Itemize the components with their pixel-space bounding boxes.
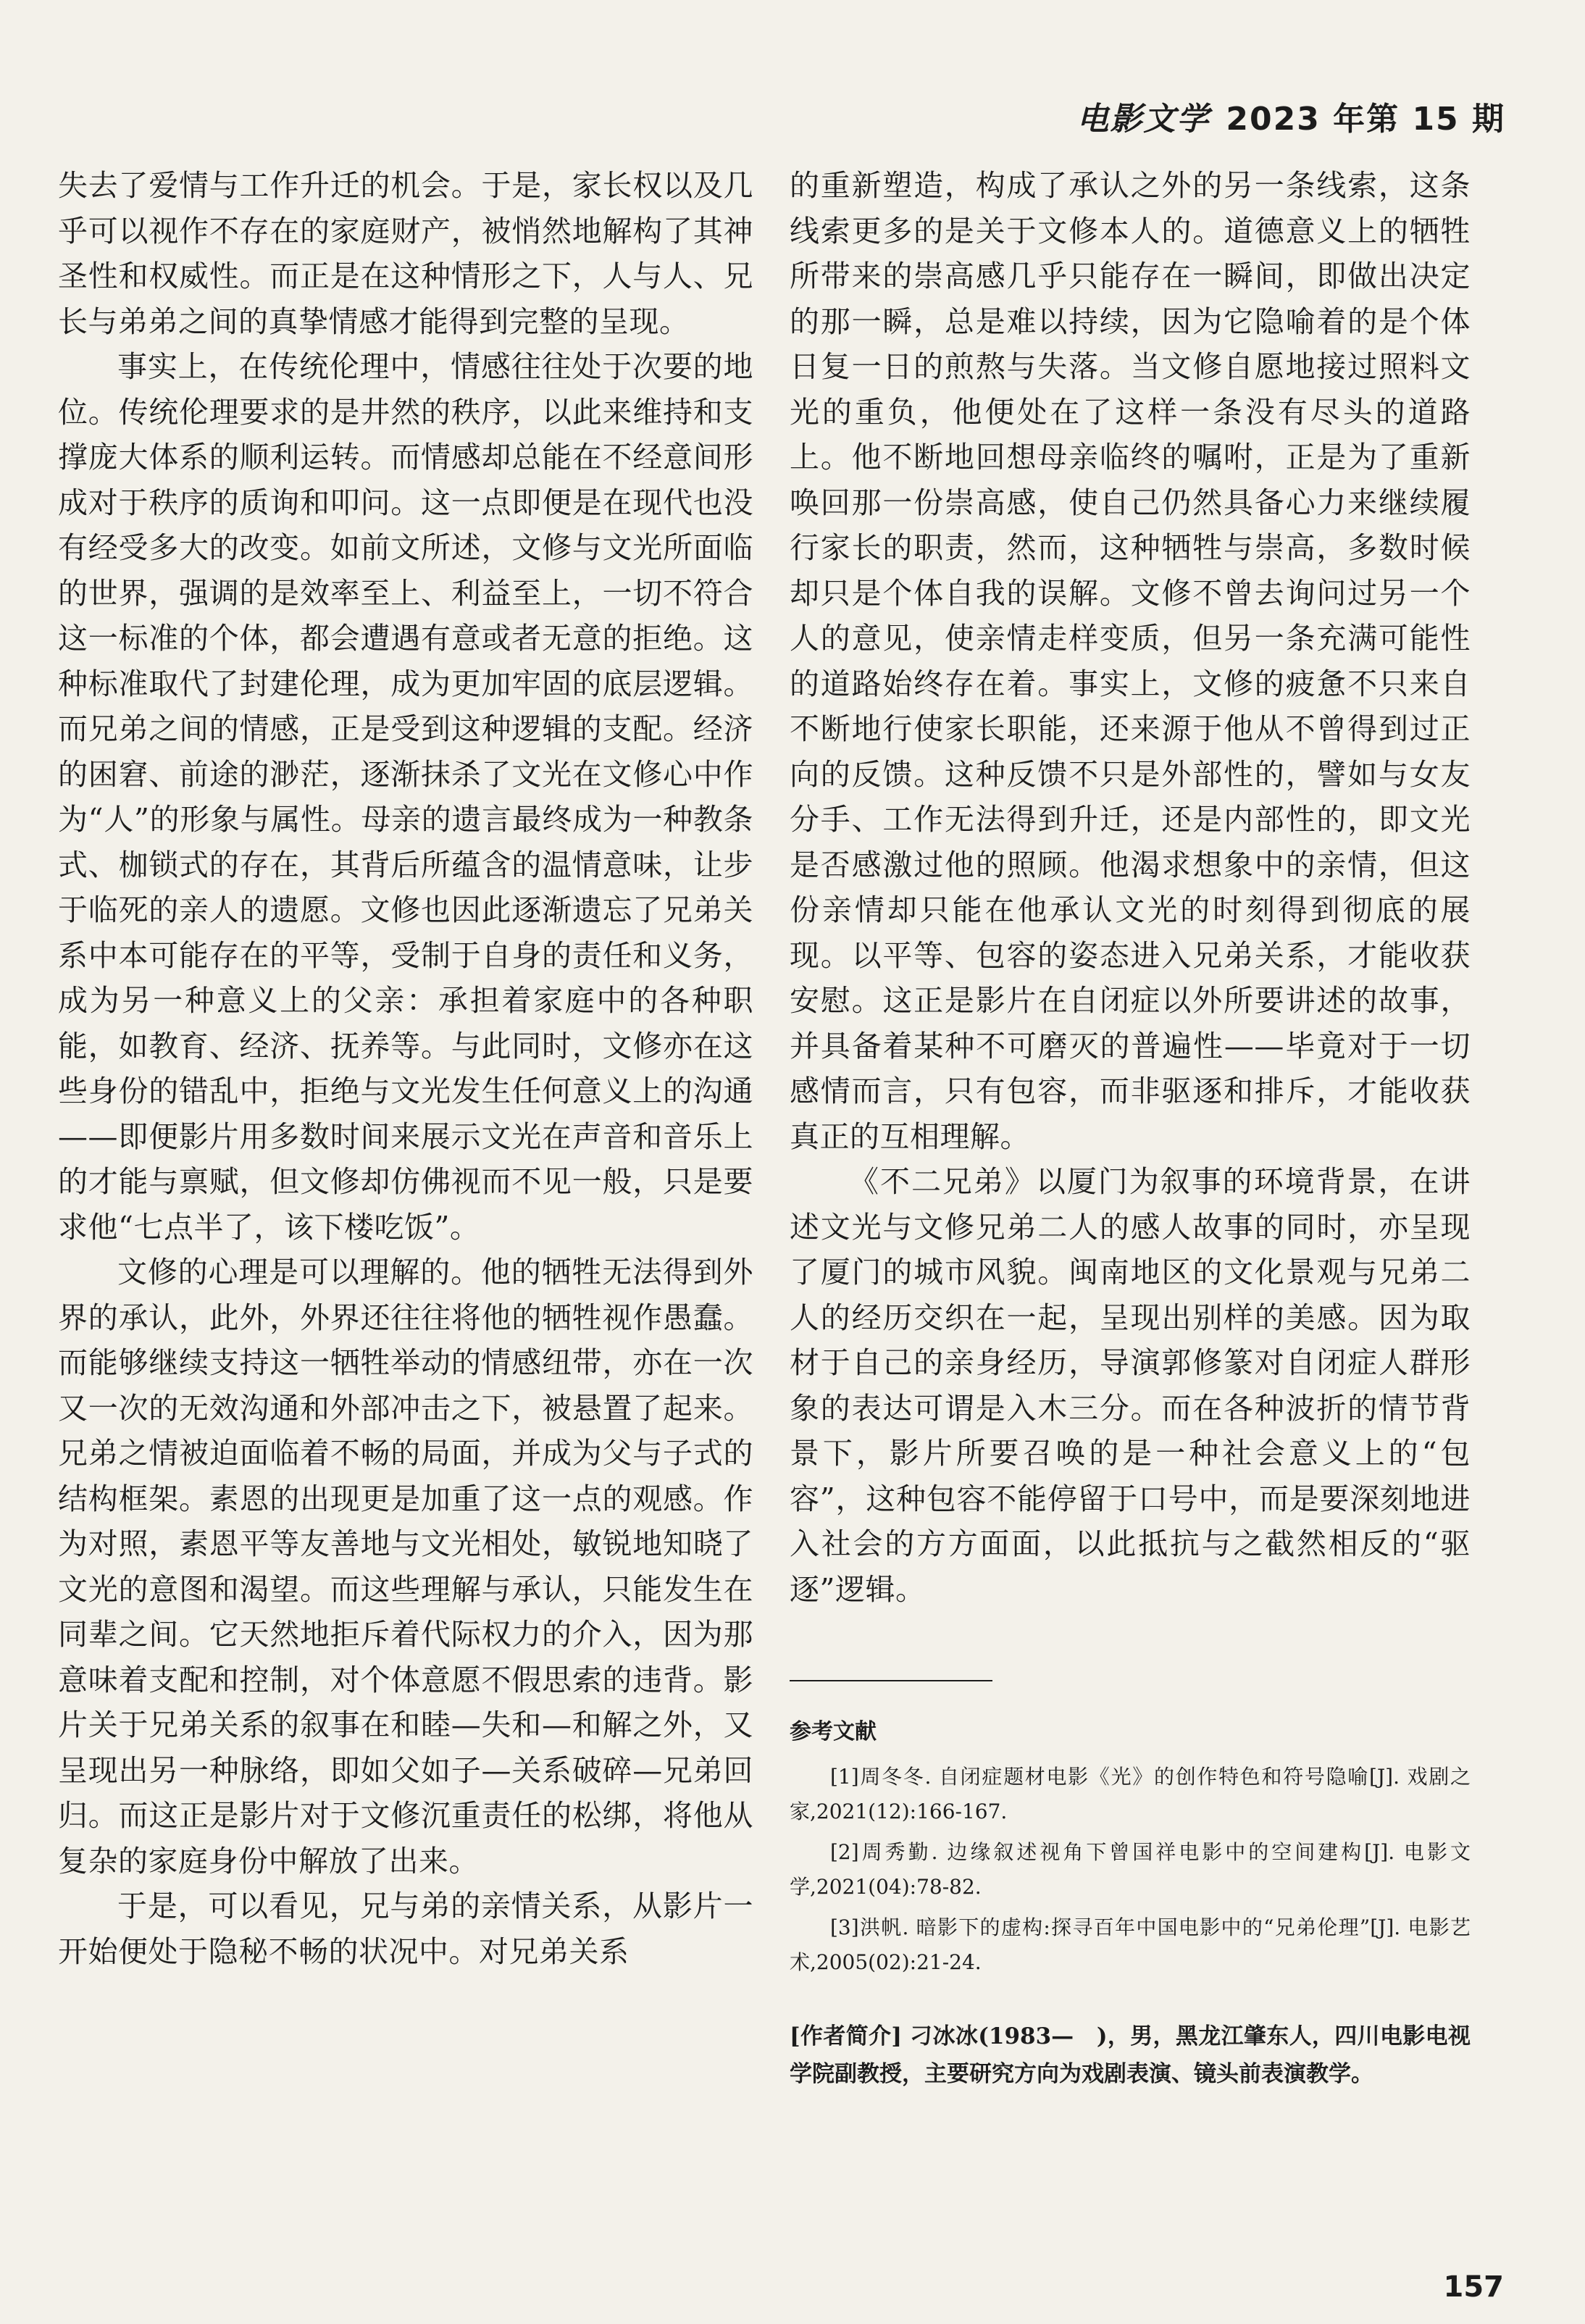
journal-name: 电影文学 xyxy=(1076,101,1210,138)
paragraph: 事实上，在传统伦理中，情感往往处于次要的地位。传统伦理要求的是井然的秩序，以此来维持和支撑庞大体系的顺利运转。而情感却总能在不经意间形成对于秩序的质询和叩问。这一点即便是在现代也没有经受多大的改变。如前文所述，文修与文光所面临的世界，强调的是效率至上、利益至上，一切不符合这一标准的个体，都会遭遇有意或者无意的拒绝。这种标准取代了封建伦理，成为更加牢固的底层逻辑。而兄弟之间的情感，正是受到这种逻辑的支配。经济的困窘、前途的渺茫，逐渐抹杀了文光在文修心中作为“人”的形象与属性。母亲的遗言最终成为一种教条式、枷锁式的存在，其背后所蕴含的温情意味，让步于临死的亲人的遗愿。文修也因此逐渐遗忘了兄弟关系中本可能存在的平等，受制于自身的责任和义务，成为另一种意义上的父亲：承担着家庭中的各种职能，如教育、经济、抚养等。与此同时，文修亦在这些身份的错乱中，拒绝与文光发生任何意义上的沟通——即便影片用多数时间来展示文光在声音和音乐上的才能与禀赋，但文修却仿佛视而不见一般，只是要求他“七点半了，该下楼吃饭”。 xyxy=(58,349,753,1245)
right-column xyxy=(790,163,1471,2093)
paragraph: 的重新塑造，构成了承认之外的另一条线索，这条线索更多的是关于文修本人的。道德意义上的牺牲所带来的崇高感几乎只能存在一瞬间，即做出决定的那一瞬，总是难以持续，因为它隐喻着的是个体日复一日的煎熬与失落。当文修自愿地接过照料文光的重负，他便处在了这样一条没有尽头的道路上。他不断地回想母亲临终的嘱咐，正是为了重新唤回那一份崇高感，使自己仍然具备心力来继续履行家长的职责，然而，这种牺牲与崇高，多数时候却只是个体自我的误解。文修不曾去询问过另一个人的意见，使亲情走样变质，但另一条充满可能性的道路始终存在着。事实上，文修的疲惫不只来自不断地行使家长职能，还来源于他从不曾得到过正向的反馈。这种反馈不只是外部性的，譬如与女友分手、工作无法得到升迁，还是内部性的，即文光是否感激过他的照顾。他渴求想象中的亲情，但这份亲情却只能在他承认文光的时刻得到彻底的展现。以平等、包容的姿态进入兄弟关系，才能收获安慰。这正是影片在自闭症以外所要讲述的故事，并具备着某种不可磨灭的普遍性——毕竟对于一切感情而言，只有包容，而非驱逐和排斥，才能收获真正的互相理解。 xyxy=(790,168,1471,1154)
paragraph: 文修的心理是可以理解的。他的牺牲无法得到外界的承认，此外，外界还往往将他的牺牲视作愚蠢。而能够继续支持这一牺牲举动的情感纽带，亦在一次又一次的无效沟通和外部冲击之下，被悬置了起来。兄弟之情被迫面临着不畅的局面，并成为父与子式的结构框架。素恩的出现更是加重了这一点的观感。作为对照，素恩平等友善地与文光相处，敏锐地知晓了文光的意图和渴望。而这些理解与承认，只能发生在同辈之间。它天然地拒斥着代际权力的介入，因为那意味着支配和控制，对个体意愿不假思索的违背。影片关于兄弟关系的叙事在和睦—失和—和解之外，又呈现出另一种脉络，即如父如子—关系破碎—兄弟回归。而这正是影片对于文修沉重责任的松绑，将他从复杂的家庭身份中解放了出来。 xyxy=(58,1255,753,1878)
paragraph: 于是，可以看见，兄与弟的亲情关系，从影片一开始便处于隐秘不畅的状况中。对兄弟关系 xyxy=(58,1889,753,1969)
reference-item: [3]洪帆. 暗影下的虚构:探寻百年中国电影中的“兄弟伦理”[J]. 电影艺术,2005(02):21-24. xyxy=(790,1915,1471,1974)
left-column xyxy=(58,163,753,1974)
running-header xyxy=(1076,93,1505,139)
paragraph: 失去了爱情与工作升迁的机会。于是，家长权以及几乎可以视作不存在的家庭财产，被悄然地解构了其神圣性和权威性。而正是在这种情形之下，人与人、兄长与弟弟之间的真挚情感才能得到完整的呈现。 xyxy=(58,168,753,339)
issue-label: 2023 年第 15 期 xyxy=(1226,101,1505,138)
reference-item: [2]周秀勤. 边缘叙述视角下曾国祥电影中的空间建构[J]. 电影文学,2021(04):78-82. xyxy=(790,1840,1471,1899)
footnote-divider xyxy=(790,1680,992,1681)
paragraph: 《不二兄弟》以厦门为叙事的环境背景，在讲述文光与文修兄弟二人的感人故事的同时，亦呈现了厦门的城市风貌。闽南地区的文化景观与兄弟二人的经历交织在一起，呈现出别样的美感。因为取材于自己的亲身经历，导演郭修篆对自闭症人群形象的表达可谓是入木三分。而在各种波折的情节背景下，影片所要召唤的是一种社会意义上的“包容”，这种包容不能停留于口号中，而是要深刻地进入社会的方方面面，以此抵抗与之截然相反的“驱逐”逻辑。 xyxy=(790,1164,1471,1607)
reference-item: [1]周冬冬. 自闭症题材电影《光》的创作特色和符号隐喻[J]. 戏剧之家,2021(12):166-167. xyxy=(790,1765,1471,1823)
references-title: 参考文献 xyxy=(790,1719,877,1744)
page-number: 157 xyxy=(1443,2270,1504,2304)
author-bio: [作者简介] 刁冰冰(1983— )，男，黑龙江肇东人，四川电影电视学院副教授，主要研究方向为戏剧表演、镜头前表演教学。 xyxy=(790,2023,1471,2087)
